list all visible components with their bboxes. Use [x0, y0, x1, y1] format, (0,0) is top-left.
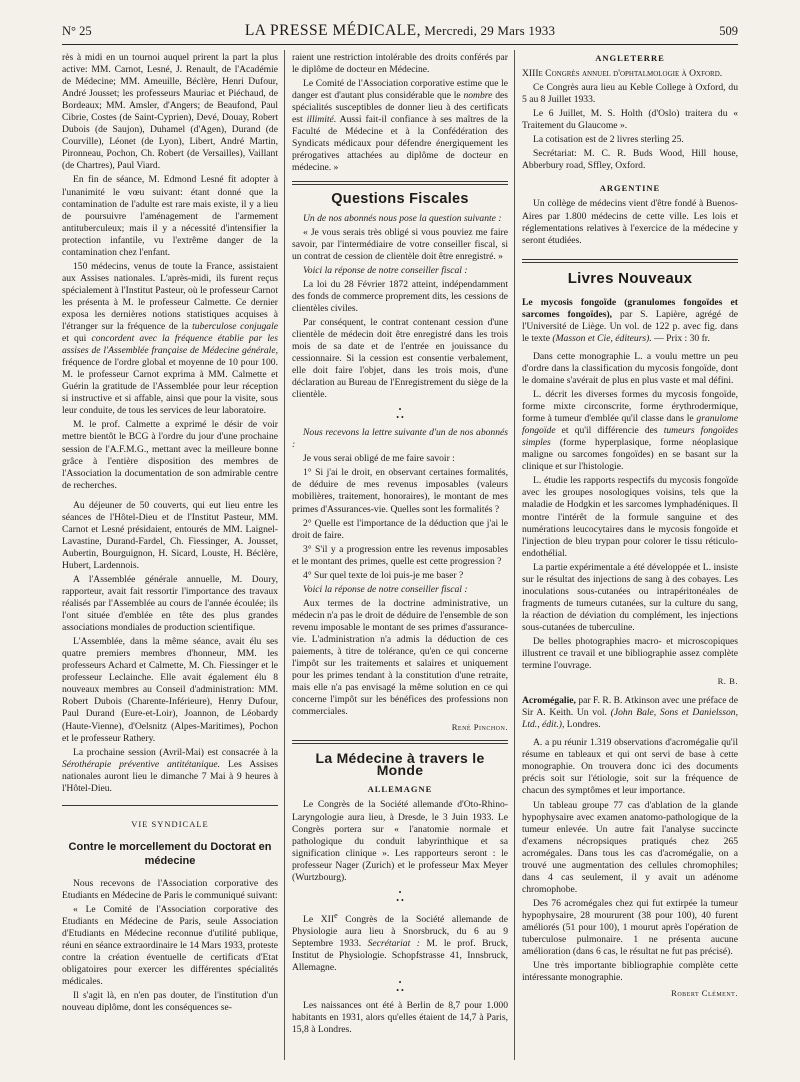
paragraph: Les naissances ont été à Berlin de 8,7 pour 1.000 habitants en 1931, alors qu'elles étaient de 14,7 à Paris, 15,8 à Londres.: [292, 1000, 508, 1036]
paragraph: En fin de séance, M. Edmond Lesné fit adopter à l'unanimité le vœu suivant: étant donné que la contamination de l'adulte est rare mais existe, il y a lieu de poursuivre l'aménagement de l'armement antituberculeux; mais il y a nécessité d'intensifier la protection infantile, vu l'extrême danger de la contamination chez l'enfant.: [62, 174, 278, 258]
column-3: [522, 52, 738, 1001]
paragraph: Le Congrès de la Société allemande d'Oto-Rhino-Laryngologie aura lieu, à Dresde, le 3 Juin 1933. Le Congrès portera sur « l'anatomie normale et pathologique du conduit labyrinthique et sa signification clinique ». Les rapporteurs seront : le professeur Nager (Zurich) et le professeur Max Meyer (Wurtzbourg).: [292, 799, 508, 883]
paragraph: Aux termes de la doctrine administrative, un médecin n'a pas le droit de déduire de l'ensemble de son revenu imposable le montant de ses primes d'assurance-vie. L'administration n'a admis la déduction de ces paiements, à titre de tolérance, qu'en ce qui concerne l'impôt sur les traitements et salaires et uniquement pour les primes tendant à la constitution d'une retraite, mais elle n'a pas envisagé la même solution en ce qui concerne l'impôt sur les bénéfices des professions non commerciales.: [292, 597, 508, 718]
separator-stars: • • •: [396, 405, 404, 423]
paragraph: Des 76 acromégales chez qui fut extirpée la tumeur hypophysaire, 28 moururent (38 pour 100), 40 furent améliorés (51 pour 100), 1 mourut après l'opération de tuberculose pulmonaire. 1 ne présenta aucune amélioration (dans 6 cas, le résultat ne fut pas précisé).: [522, 897, 738, 958]
paragraph: 2° Quelle est l'importance de la déduction que j'ai le droit de faire.: [292, 517, 508, 541]
paragraph: Au déjeuner de 50 couverts, qui eut lieu entre les séances de l'Hôtel-Dieu et de l'Institut Pasteur, MM. Carnot et Lesné présidaient, entourés de MM. Laignel-Lavastine, Durand-Fardel, Ch. Fiessinger, A. Jousset, Aubertin, Bourguignon, H. Sicard, Louste, H. Béclère, Hubert, Lardennois.: [62, 499, 278, 571]
page-number: 509: [719, 24, 738, 38]
paragraph: « Je vous serais très obligé si vous pouviez me faire savoir, par l'intermédiaire de votre conseiller fiscal, si un contrat de cession de clientèle doit être enregistré. »: [292, 226, 508, 262]
paragraph: 150 médecins, venus de toute la France, assistaient aux Assises nationales. L'après-midi, ils furent reçus spécialement à l'Institut Pasteur, où le professeur Carnot les présenta à M. le professeur Calmette. Ce dernier exposa les dernières notions statistiques acquises à l'étranger sur la fréquence de la tuberculose conjugale et qui concordent avec la fréquence établie par les assises de l'Assemblée française de Médecine générale, fréquence de l'ordre global et moyenne de 10 pour 100. M. le professeur Carnot exprima à MM. Calmette et Guérin la gratitude de l'Assemblée pour leur réception si instructive et si affable, ainsi que pour la visite, sous leur conduite, de tous les services de leur laboratoire.: [62, 260, 279, 417]
paragraph: L'Assemblée, dans la même séance, avait élu ses quatre premiers membres d'honneur, MM. les professeurs Achard et Calmette, M. Ch. Fiessinger et le professeur Leclainche. Elle avait également élu 8 nouveaux membres au Conseil d'administration: MM. Robert Dubois (Charente-Inférieure), Henry Dufour, Paul Durand (Eure-et-Loir), Joannon, de Léobardy (Haute-Vienne), d'Oelsnitz (Alpes-Maritimes), Pochon et le professeur Rathery.: [62, 636, 278, 744]
paragraph: Le Comité de l'Association corporative estime que le danger est d'autant plus considérable que le nombre des spécialités susceptibles de donner lieu à des certificats est illimité. Aussi fait-il confiance à ses maîtres de la Faculté de Médecine et à la Confédération des Syndicats médicaux pour défendre énergiquement les prérogatives attachées au diplôme de docteur en médecine. »: [292, 78, 508, 174]
masthead: [62, 22, 738, 40]
section-title: Questions Fiscales: [331, 191, 469, 208]
paragraph: Voici la réponse de notre conseiller fiscal :: [303, 264, 468, 276]
book-entry: Le mycosis fongoïde (granulomes fongoïdes et sarcomes fongoïdes), par S. Lapière, agrégé de l'Université de Liège. Un vol. de 122 p. avec fig. dans le texte (Masson et Cie, éditeurs). — Prix : 30 fr.: [522, 296, 738, 344]
separator-stars: • • •: [396, 887, 404, 905]
paragraph: Il s'agit là, en n'en pas douter, de l'institution d'un nouveau diplôme, dont les conséquences se-: [62, 990, 278, 1014]
paragraph: Ce Congrès aura lieu au Keble College à Oxford, du 5 au 8 Juillet 1933.: [522, 82, 738, 106]
paragraph: 4° Sur quel texte de loi puis-je me baser ?: [303, 569, 464, 581]
paragraph: « Le Comité de l'Association corporative des Etudiants en Médecine de Paris, seule Association d'Etudiants en Médecine reconnue d'utilité publique, réuni en séance extraordinaire le 14 Mars 1933, proteste contre la création éventuelle de certificats d'Etat obligatoires pour exercer les différentes spécialités médicales.: [62, 903, 278, 988]
section-heading: VIE SYNDICALE: [131, 818, 209, 829]
signature: René Pinchon.: [451, 722, 508, 733]
paragraph: 1° Si j'ai le droit, en observant certaines formalités, de déduire de mes revenus imposables (valeurs mobilières, traitement, honoraires), le montant de mes primes d'Assurances-vie. Quelles sont les formalités ?: [292, 467, 508, 515]
paragraph: Le XIIe Congrès de la Société allemande de Physiologie aura lieu à Snorsbruck, du 6 au 9 Septembre 1933. Secrétariat : M. le prof. Bruck, Institut de Physiologie. Schopfstrasse 41, Innsbruck, Allemagne.: [292, 910, 508, 974]
paragraph: A l'Assemblée générale annuelle, M. Doury, rapporteur, avait fait ressortir l'importance des travaux réalisés par l'Assemblée au cours de l'année écoulée; ils l'ont située d'emblée en tête des plus grandes associations mondiales de production scientifique.: [62, 573, 278, 634]
paragraph: Un collège de médecins vient d'être fondé à Buenos-Aires par 1.800 médecins de cette ville. Les lois et réglementations relatives à l'exercice de la médecine y seront étudiées.: [522, 198, 738, 246]
issue-number: N° 25: [62, 24, 92, 38]
section-rule: [62, 805, 278, 806]
column-2: [292, 52, 508, 1038]
paragraph: Je vous serai obligé de me faire savoir :: [303, 453, 455, 465]
issue-date: Mercredi, 29 Mars 1933: [424, 23, 556, 38]
section-rule: [292, 181, 508, 185]
paragraph: La partie expérimentale a été développée et L. insiste sur le résultat des injections de sang à des cobayes. Les inoculations sous-cutanées ou intrapéritonéales de fragments de tumeurs cutanées, sur la culture du sang, la réaction de déviation du complément, les injections sous-cutanées de tuberculine.: [522, 561, 738, 633]
section-title: Livres Nouveaux: [567, 269, 693, 287]
publication-title: LA PRESSE MÉDICALE,: [244, 22, 421, 39]
paragraph: M. le prof. Calmette a exprimé le désir de voir mettre bientôt le BCG à l'ordre du jour d'une prochaine session de l'A.F.M.G., mettant avec la meilleure bonne grâce à l'entière disposition des membres de l'Association la documentation de son admirable centre de recherches.: [62, 419, 278, 491]
page-header: [62, 22, 738, 42]
section-rule: [292, 740, 508, 744]
paragraph: Nous recevons de l'Association corporative des Etudiants en Médecine de Paris le communiqué suivant:: [62, 877, 278, 901]
paragraph: A. a pu réunir 1.319 observations d'acromégalie qu'il résume en tableaux et qui ont servi de base à cette monographie. On trouvera donc ici des documents précis soit sur l'étiologie, soit sur la fréquence de chacun des symptômes et leur importance.: [522, 737, 738, 797]
paragraph: Secrétariat: M. C. R. Buds Wood, Hill house, Abberbury road, Sffley, Oxford.: [522, 148, 738, 172]
signature: Robert Clément.: [671, 988, 738, 999]
country-heading: ANGLETERRE: [595, 53, 665, 63]
paragraph: Une très importante bibliographie complète cette intéressante monographie.: [522, 960, 738, 984]
column-1: [62, 52, 278, 1016]
paragraph: La prochaine session (Avril-Mai) est consacrée à la Sérothérapie préventive antitétanique. Les Assises nationales auront lieu le dimanche 7 Mai à 9 heures à l'Hôtel-Dieu.: [62, 746, 278, 794]
paragraph: De belles photographies macro- et microscopiques illustrent ce travail et une bibliographie assez complète termine l'ouvrage.: [522, 635, 738, 672]
article-title: Contre le morcellement du Doctorat en médecine: [68, 840, 272, 867]
section-rule: [522, 259, 738, 263]
paragraph: Dans cette monographie L. a voulu mettre un peu d'ordre dans la classification du mycosis fongoïde, dont le domaine s'avérait de plus en plus vaste et mal défini.: [522, 350, 738, 386]
paragraph: XIIIe Congrès annuel d'ophtalmologie à Oxford.: [522, 68, 723, 80]
paragraph: Voici la réponse de notre conseiller fiscal :: [303, 583, 468, 595]
paragraph: Un de nos abonnés nous pose la question suivante :: [303, 212, 502, 224]
paragraph: Par conséquent, le contrat contenant cession d'une clientèle de médecin doit être enregistré dans les trois mois de sa date et de l'entrée en jouissance du cessionnaire. Si la cession est consentie verbalement, elle doit faire l'objet, dans les trois mois, d'une déclaration au Bureau de l'Enregistrement du siège de la clientèle.: [292, 316, 508, 401]
paragraph: L. décrit les diverses formes du mycosis fongoïde, forme mixte circonscrite, forme érythrodermique, forme à tumeur d'emblée qu'il classe dans le granulome fongoïde et qu'il différencie des tumeurs fongoïdes simples (forme hyperplasique, forme néoplasique maligne ou sarcomes fongoïdes) en se basant sur la clinique et sur l'histologie.: [522, 389, 738, 473]
section-title: La Médecine à travers le Monde: [315, 750, 485, 779]
country-heading: ARGENTINE: [599, 183, 661, 194]
column-divider: [284, 50, 285, 1060]
paragraph: rès à midi en un tournoi auquel prirent la part la plus active: MM. Carnot, Lesné, J. Renault, de l'Académie de Médecine; MM. Ameuille, Béclère, Henri Dufour, André Jousset; les professeurs Mauriac et Piéchaud, de Bordeaux; MM. Amsler, d'Angers; de Beaufond, Paul Cibrie, Costes (de Saint-Cyprien), Devé, Douay, Robert Dubois (de Saujon), Duhamel (d'Agen), Durand (de Courville), Léonet (de Lyon), Libert, André Martin, Pironneau, Pochon, Ch. Robert (de Versailles), Vaillant (de Chartres), Paul Viard.: [62, 52, 278, 172]
paragraph: raient une restriction intolérable des droits conférés par le diplôme de docteur en Médecine.: [292, 52, 508, 76]
paragraph: Nous recevons la lettre suivante d'un de nos abonnés :: [292, 427, 508, 451]
column-divider: [514, 50, 515, 1060]
paragraph: L. étudie les rapports respectifs du mycosis fongoïde avec les groupes nosologiques voisins, tels que la maladie de Hodgkin et les sarcomes lymphadéniques. Il montre l'intérêt de la formule sanguine et des numérations leucocytaires dans le mycosis fongoïde et l'injection de bleu trypan pour colorer le tissu réticulo-endothélial.: [522, 475, 738, 559]
book-entry: Acromégalie, par F. R. B. Atkinson avec une préface de Sir A. Keith. Un vol. (John Bale, Sons et Danielsson, Ltd., édit.), Londres.: [522, 695, 738, 731]
header-rule: [62, 44, 738, 45]
paragraph: Un tableau groupe 77 cas d'ablation de la glande hypophysaire avec examen anatomo-pathologique de la tumeur enlevée. Un autre fait l'analyse succincte d'examens nécropsiques pratiqués chez 265 acromégales. Dans tous les cas d'acromégalie, on a trouvé une augmentation des cellules chromophiles; dans 4 cas seulement, il y avait un adénome chromophobe.: [522, 799, 738, 895]
paragraph: La loi du 28 Février 1872 atteint, indépendamment des fonds de commerce proprement dits, les cessions de clientèles civiles.: [292, 278, 508, 314]
paragraph: 3° S'il y a progression entre les revenus imposables et le montant des primes, quelle est cette progression ?: [292, 543, 508, 567]
signature: R. B.: [717, 676, 738, 687]
paragraph: La cotisation est de 2 livres sterling 25.: [533, 134, 684, 146]
paragraph: Le 6 Juillet, M. S. Holth (d'Oslo) traitera du « Traitement du Glaucome ».: [522, 108, 738, 132]
country-heading: ALLEMAGNE: [367, 784, 433, 795]
separator-stars: • • •: [396, 978, 404, 996]
